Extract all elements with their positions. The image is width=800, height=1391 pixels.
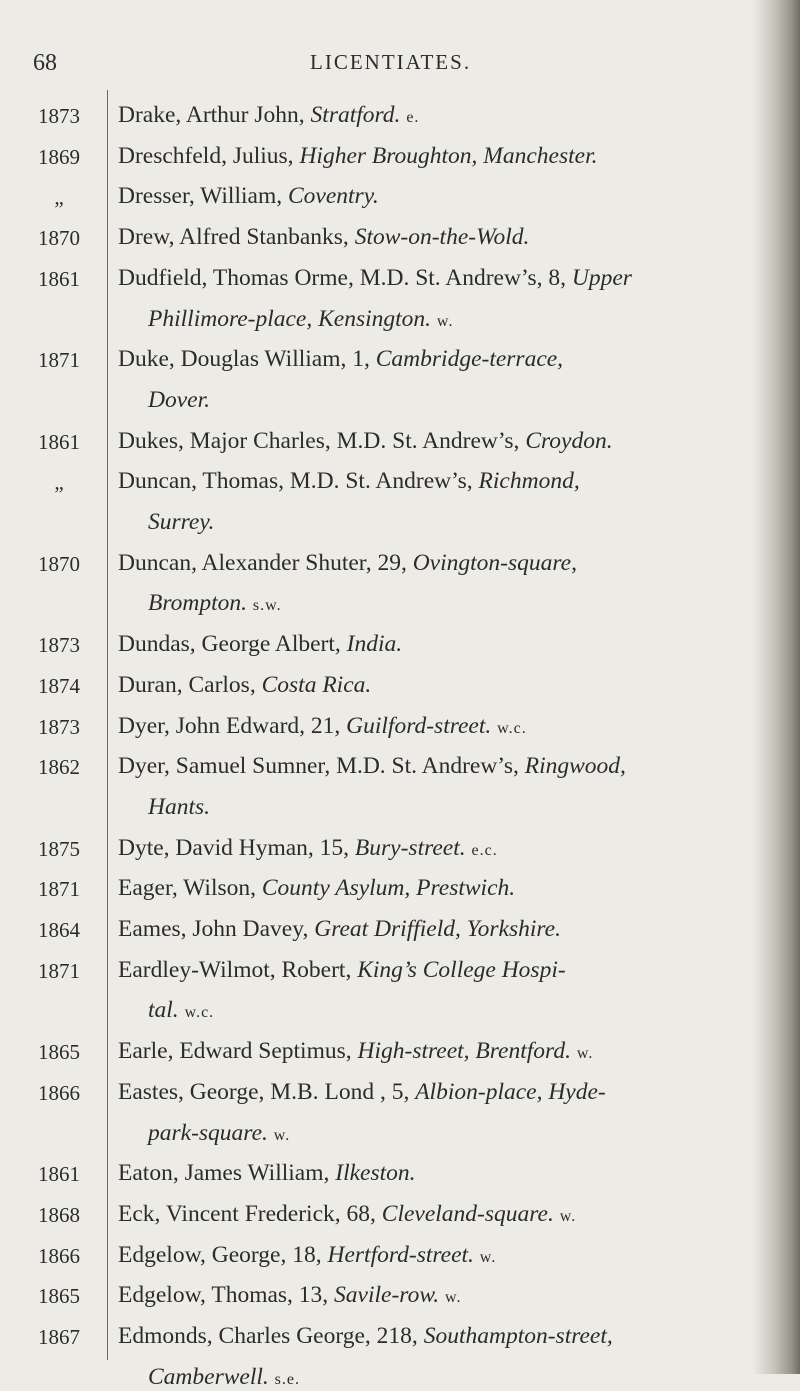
entry-text: Dukes, Major Charles, M.D. St. Andrew’s, (118, 427, 526, 454)
entry-place: Great Driffield, Yorkshire. (314, 916, 561, 942)
entry-district: w. (559, 1207, 577, 1225)
entry-place: King’s College Hospi- (357, 956, 566, 983)
entry-year: 1865 (38, 1040, 80, 1065)
entry-place: Stratford. (310, 102, 401, 128)
entry-place: Richmond, (478, 468, 580, 495)
entry-text: Dresser, William, (118, 183, 288, 210)
entry-place: Coventry. (287, 183, 379, 210)
entry-place: Ringwood, (524, 753, 626, 780)
entry-place: park-square. (148, 1119, 268, 1146)
entry-place: Camberwell. (148, 1363, 269, 1390)
entry-year: 1870 (38, 226, 80, 251)
entry-district: w. (273, 1126, 291, 1144)
entry-place: tal. (148, 997, 179, 1024)
entry-text: Duke, Douglas William, 1, (118, 346, 376, 373)
entry-text: Duncan, Thomas, M.D. St. Andrew’s, (118, 468, 479, 495)
entry-continuation-line (148, 997, 214, 1024)
entry-place: India. (346, 631, 403, 658)
entry-continuation-line (148, 387, 210, 414)
entry-year: 1866 (38, 1243, 80, 1268)
entry-place: Ilkeston. (335, 1160, 416, 1187)
entry-text: Dyer, John Edward, 21, (118, 712, 347, 739)
entry-text: Dyte, David Hyman, 15, (118, 834, 355, 861)
entry-place: Surrey. (148, 509, 215, 535)
entry-place: Dover. (148, 386, 210, 413)
entry-line (118, 713, 527, 740)
entry-line (118, 875, 515, 902)
entry-year: 1861 (38, 266, 80, 291)
entry-text: Earle, Edward Septimus, (118, 1038, 358, 1065)
entry-year: 1867 (38, 1325, 80, 1349)
entry-line (118, 468, 580, 495)
entry-district: w. (576, 1045, 594, 1063)
entry-district: w. (445, 1289, 462, 1307)
entry-continuation-line (148, 590, 282, 617)
entry-continuation-line (148, 1364, 300, 1391)
entry-text: Eastes, George, M.B. Lond , 5, (118, 1078, 416, 1105)
entry-year: 1869 (38, 144, 80, 169)
entry-district: w. (479, 1248, 497, 1266)
entry-year: 1873 (38, 104, 80, 128)
entry-continuation-line (148, 794, 210, 821)
running-title: LICENTIATES. (310, 50, 472, 74)
entry-year: 1874 (38, 673, 80, 698)
entry-year: 1873 (38, 714, 80, 739)
entry-year: „ (54, 185, 64, 210)
page-edge-shadow (752, 0, 800, 1374)
entry-place: Albion-place, Hyde- (415, 1078, 606, 1105)
entry-year: 1871 (38, 348, 80, 373)
entry-year: 1871 (38, 958, 80, 983)
entry-line (118, 346, 563, 373)
entry-year: 1871 (38, 877, 80, 902)
entry-line (118, 1079, 606, 1106)
entry-place: Higher Broughton, Manchester. (299, 142, 598, 169)
entry-place: Upper (571, 264, 632, 291)
entry-year: 1866 (38, 1080, 80, 1105)
entry-district: w.c. (497, 719, 527, 737)
entry-text: Eames, John Davey, (118, 916, 315, 942)
entry-text: Edgelow, George, 18, (118, 1241, 328, 1268)
entry-line (118, 550, 577, 577)
entry-place: County Asylum, Prestwich. (261, 875, 516, 902)
entry-place: Cleveland-square. (381, 1200, 554, 1227)
entry-year: „ (54, 470, 64, 495)
entry-district: s.e. (274, 1370, 300, 1388)
entry-place: High-street, Brentford. (357, 1038, 571, 1065)
entry-district: w. (436, 312, 454, 330)
entry-place: Ovington-square, (412, 549, 577, 576)
entry-line (118, 1323, 613, 1350)
entry-place: Stow-on-the-Wold. (354, 224, 530, 251)
entry-line (118, 183, 379, 210)
entry-text: Dreschfeld, Julius, (118, 142, 300, 169)
entry-year: 1868 (38, 1202, 80, 1227)
entry-place: Cambridge-terrace, (375, 346, 564, 373)
entry-line (118, 1242, 496, 1269)
entry-place: Croydon. (525, 427, 613, 454)
entry-text: Eager, Wilson, (118, 875, 262, 902)
entry-text: Drake, Arthur John, (118, 102, 311, 128)
entry-line (118, 835, 498, 862)
entry-text: Eardley-Wilmot, Robert, (118, 956, 358, 983)
entry-line (118, 428, 613, 455)
entry-line (118, 916, 561, 943)
entry-place: Brompton. (148, 590, 248, 617)
entry-line (118, 753, 626, 780)
entry-place: Phillimore-place, Kensington. (148, 305, 432, 332)
entry-line (118, 957, 566, 984)
entry-year: 1870 (38, 551, 80, 576)
entry-line (118, 1160, 416, 1187)
page-number: 68 (33, 50, 57, 76)
entry-text: Eck, Vincent Frederick, 68, (118, 1200, 382, 1227)
page-header (0, 50, 800, 90)
entry-continuation-line (148, 509, 214, 536)
entry-district: s.w. (252, 597, 282, 615)
entry-line (118, 1201, 576, 1228)
entry-year: 1875 (38, 836, 80, 861)
entry-district: e.c. (471, 841, 498, 859)
entry-text: Eaton, James William, (118, 1160, 336, 1187)
entry-line (118, 631, 402, 658)
entry-line (118, 143, 598, 170)
column-divider (107, 90, 108, 1360)
entry-place: Savile-row. (334, 1282, 440, 1309)
entry-continuation-line (148, 306, 453, 333)
entry-text: Duran, Carlos, (118, 671, 262, 698)
entry-place: Bury-street. (354, 834, 466, 861)
entry-place: Guilford-street. (346, 712, 492, 739)
entry-place: Costa Rica. (261, 671, 372, 698)
entry-text: Edgelow, Thomas, 13, (118, 1282, 335, 1309)
entry-continuation-line (148, 1120, 290, 1147)
entry-line (118, 672, 371, 699)
entry-text: Duncan, Alexander Shuter, 29, (118, 549, 413, 576)
entry-district: e. (406, 109, 420, 126)
entry-place: Hertford-street. (327, 1241, 474, 1268)
entry-place: Hants. (148, 793, 211, 820)
entry-year: 1865 (38, 1284, 80, 1309)
entry-year: 1861 (38, 1162, 80, 1187)
entry-district: w.c. (184, 1004, 215, 1022)
entry-place: Southampton-street, (423, 1323, 613, 1349)
entry-year: 1861 (38, 429, 80, 454)
entry-text: Dudfield, Thomas Orme, M.D. St. Andrew’s, 8, (118, 264, 572, 291)
entry-year: 1873 (38, 633, 80, 658)
entry-line (118, 1282, 462, 1309)
entry-text: Edmonds, Charles George, 218, (118, 1323, 424, 1349)
entry-year: 1862 (38, 755, 80, 780)
entry-year: 1864 (38, 918, 80, 942)
entry-line (118, 102, 419, 129)
entry-line (118, 265, 632, 292)
entry-text: Dundas, George Albert, (118, 631, 347, 658)
entry-text: Dyer, Samuel Sumner, M.D. St. Andrew’s, (118, 753, 525, 780)
entry-text: Drew, Alfred Stanbanks, (118, 224, 355, 251)
entry-line (118, 1038, 593, 1065)
entry-line (118, 224, 529, 251)
